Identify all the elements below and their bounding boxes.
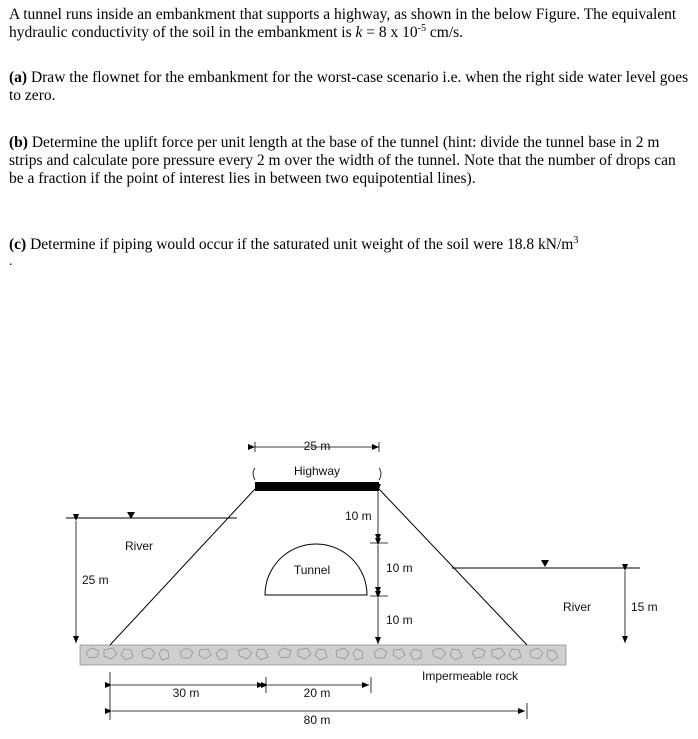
- embankment-figure: [0, 430, 698, 739]
- trailing-dot: .: [9, 254, 13, 269]
- label-base-width: 80 m: [303, 713, 331, 727]
- problem-intro: A tunnel runs inside an embankment that supports a highway, as shown in the below Figure. The equivalent hydraulic conductivity of the soil in the embankment is k = 8 x $10^{-5}$ cm/s.: [9, 6, 677, 41]
- part-a: (a) Draw the flownet for the embankment for the worst-case scenario i.e. when the right side water level goes to zero.: [9, 69, 689, 104]
- label-left-river: River: [125, 539, 154, 553]
- right-water-marker: [541, 560, 549, 567]
- label-tunnel-to-base: 10 m: [386, 613, 413, 627]
- label-tunnel: Tunnel: [293, 563, 331, 577]
- label-tunnel-width: 20 m: [303, 686, 331, 700]
- label-right-water-depth: 15 m: [631, 600, 658, 614]
- label-top-width: 25 m: [303, 439, 331, 453]
- label-highway-to-tunnel: 10 m: [345, 509, 372, 523]
- label-highway: Highway: [293, 464, 341, 478]
- label-rock: Impermeable rock: [422, 669, 519, 683]
- part-c: (c) Determine if piping would occur if the saturated unit weight of the soil were 18.8 $kN/m^3$: [9, 234, 579, 253]
- label-left-water-depth: 25 m: [82, 573, 109, 587]
- label-left-offset: 30 m: [172, 686, 200, 700]
- label-right-river: River: [563, 600, 592, 614]
- label-tunnel-height: 10 m: [386, 561, 413, 575]
- highway-slab: [255, 482, 379, 491]
- rock-layer: [80, 645, 566, 665]
- part-b: (b) Determine the uplift force per unit length at the base of the tunnel (hint: divide the tunnel base in 2 m strips and calculate pore pressure every 2 m over the width of the tunnel. Note that the number of drops can be a fraction if the point of interest lies in between two equipotential lines).: [9, 134, 676, 187]
